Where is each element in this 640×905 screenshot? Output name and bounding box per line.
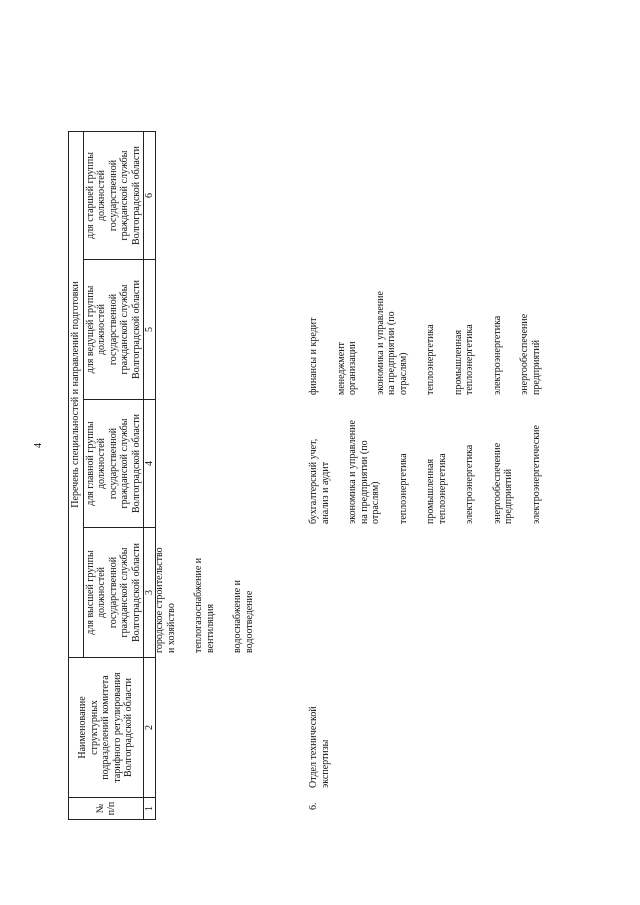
list-item: менеджмент организации (335, 341, 358, 395)
list-item: электроэнергетика (464, 444, 475, 524)
rotated-table-sheet (50, 60, 610, 820)
header-sub-senior: для старшей группы должностей государственной гражданской службы Волгоградской области (83, 132, 144, 260)
col-number-6: 6 (144, 132, 156, 260)
list-item: электроэнергетические (530, 425, 542, 524)
list-item: водоснабжение и водоотведение (232, 580, 255, 653)
page-number: 4 (33, 443, 44, 448)
row6-name: Отдел технической экспертизы (308, 706, 331, 788)
list-item: городское строительство и хозяйство (154, 547, 177, 653)
list-item: экономика и управление на предприятии (по отраслям) (374, 291, 409, 395)
header-col-name: Наименование структурных подразделений комитета тарифного регулирования Волгоградской области (69, 658, 144, 798)
col-number-4: 4 (144, 400, 156, 528)
continued-col3 (154, 528, 271, 653)
row6-col4 (308, 399, 558, 524)
list-item: теплогазоснабжение и вентиляция (193, 557, 216, 653)
header-sub-leading: для ведущей группы должностей государственной гражданской службы Волгоградской области (83, 260, 144, 400)
header-sub-highest: для высшей группы должностей государственной гражданской службы Волгоградской области (83, 528, 144, 658)
list-item: теплоэнергетика (397, 453, 409, 524)
list-item: бухгалтерский учет, анализ и аудит (308, 438, 331, 524)
row6-col5 (308, 260, 558, 395)
header-sub-main: для главной группы должностей государственной гражданской службы Волгоградской области (83, 400, 144, 528)
list-item: промышленная теплоэнергетика (425, 453, 448, 524)
col-number-3: 3 (144, 528, 156, 658)
col-number-1: 1 (144, 798, 156, 820)
header-col-number: № п/п (69, 798, 144, 820)
col-number-2: 2 (144, 658, 156, 798)
list-item: энергообеспечение предприятий (519, 313, 542, 395)
list-item: экономика и управление на предприятии (по отраслям) (347, 420, 381, 524)
list-item: теплоэнергетика (425, 324, 436, 395)
list-item: энергообеспечение предприятий (491, 442, 514, 524)
row6-number: 6. (308, 802, 319, 810)
list-item: промышленная теплоэнергетика (452, 324, 475, 395)
header-col-group: Перечень специальностей и направлений подготовки (69, 132, 84, 658)
col-number-5: 5 (144, 260, 156, 400)
header-table (68, 131, 156, 820)
list-item: финансы и кредит (308, 317, 319, 395)
list-item: электроэнергетика (491, 315, 503, 395)
